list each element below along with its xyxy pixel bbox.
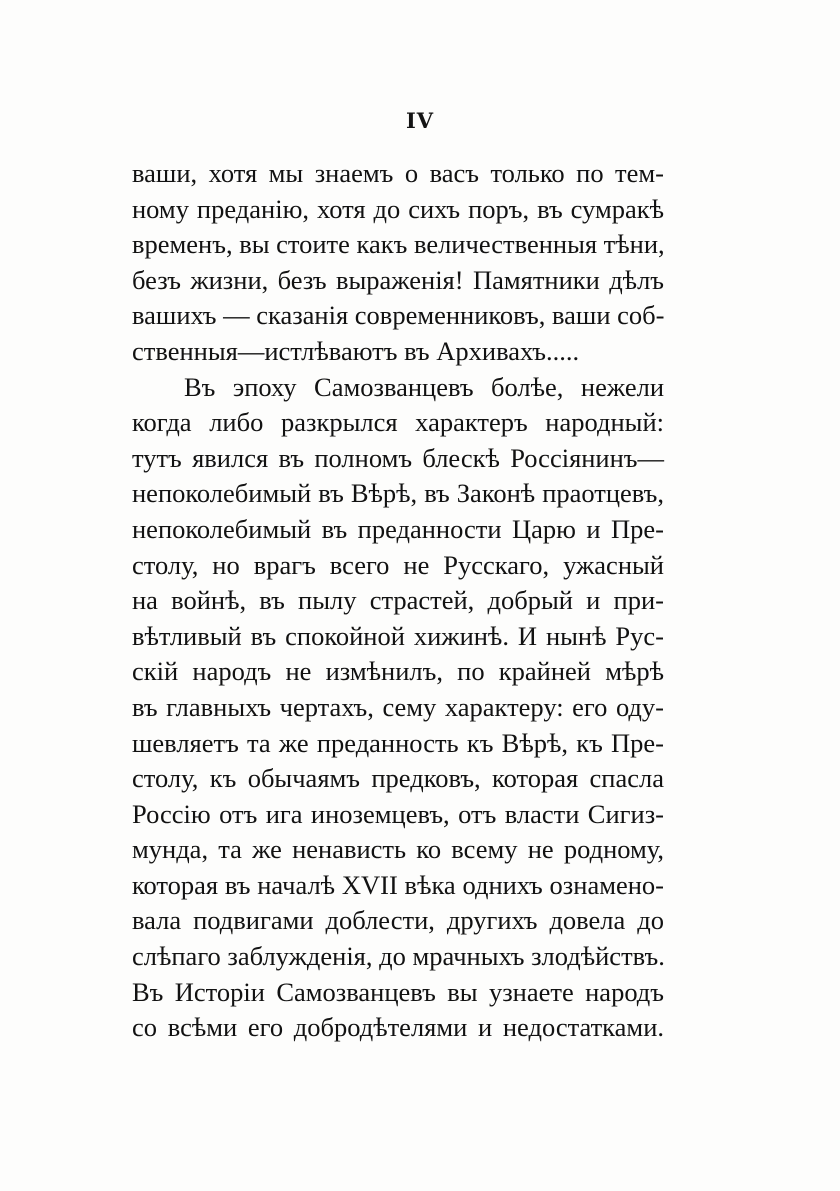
text-line: когда либо разкрылся характеръ народный:: [132, 407, 664, 438]
text-line: слѣпаго заблужденія, до мрачныхъ злодѣйствъ.: [132, 941, 665, 972]
text-line: непоколебимый въ Вѣрѣ, въ Законѣ праотцевъ,: [132, 478, 664, 509]
body-text: [132, 156, 664, 1046]
text-line: столу, но врагъ всего не Русскаго, ужасный: [132, 549, 664, 580]
text-line: непоколебимый въ преданности Царю и Пре-: [132, 513, 664, 544]
text-line: мунда, та же ненависть ко всему не родному,: [132, 834, 664, 865]
text-line: временъ, вы стоите какъ величественныя тѣни,: [132, 229, 665, 260]
text-line: со всѣми его добродѣтелями и недостатками.: [132, 1012, 664, 1043]
text-line: вашихъ — сказанія современниковъ, ваши соб-: [132, 300, 665, 331]
text-line: столу, къ обычаямъ предковъ, которая спасла: [132, 763, 664, 794]
text-line: ственныя—истлѣваютъ въ Архивахъ.....: [132, 335, 580, 366]
text-line: въ главныхъ чертахъ, сему характеру: его оду-: [132, 691, 664, 722]
page-number: IV: [405, 108, 435, 133]
text-line: вала подвигами доблести, другихъ довела до: [132, 905, 664, 936]
text-line: безъ жизни, безъ выраженія! Памятники дѣлъ: [132, 264, 664, 295]
text-line: на войнѣ, въ пылу страстей, добрый и при-: [132, 585, 664, 616]
text-line: скій народъ не измѣнилъ, по крайней мѣрѣ: [132, 656, 664, 687]
text-line: ваши, хотя мы знаемъ о васъ только по тем-: [132, 158, 664, 188]
text-line: Россію отъ ига иноземцевъ, отъ власти Сигиз-: [132, 798, 664, 829]
text-line: Въ эпоху Самозванцевъ болѣе, нежели: [184, 371, 664, 402]
text-line: ному преданію, хотя до сихъ поръ, въ сумракѣ: [132, 193, 664, 224]
text-line: тутъ явился въ полномъ блескѣ Россіянинъ—: [132, 442, 664, 473]
text-line: вѣтливый въ спокойной хижинѣ. И нынѣ Рус-: [132, 620, 664, 651]
text-line: шевляетъ та же преданность къ Вѣрѣ, къ Пре-: [132, 727, 664, 758]
text-line: которая въ началѣ XVII вѣка однихъ ознамено-: [132, 869, 664, 900]
text-line: Въ Исторіи Самозванцевъ вы узнаете народъ: [132, 976, 664, 1007]
